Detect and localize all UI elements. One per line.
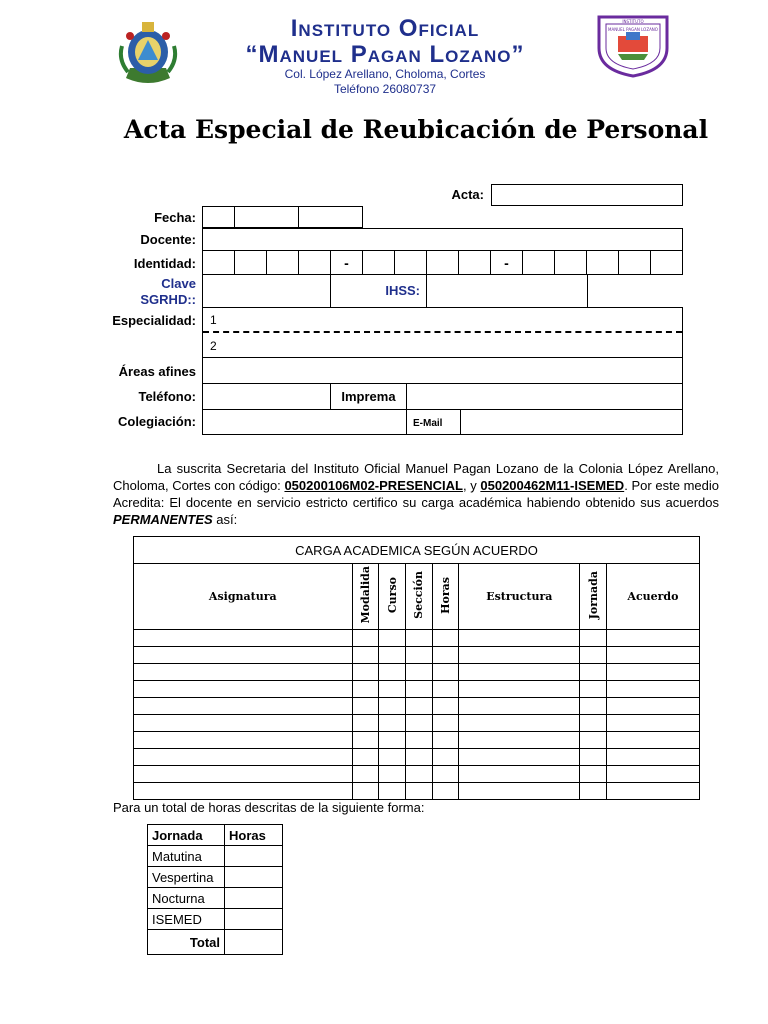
areas-afines-label: Áreas afines	[118, 364, 196, 379]
especialidad-divider	[203, 331, 682, 333]
fecha-month-field[interactable]	[234, 206, 299, 228]
areas-afines-field[interactable]	[202, 357, 683, 384]
horas-cell[interactable]	[225, 909, 283, 930]
header-seccion-text: Sección	[412, 571, 426, 619]
carga-cell[interactable]	[580, 766, 607, 783]
institute-name-line2: “Manuel Pagan Lozano”	[245, 41, 525, 68]
carga-cell[interactable]	[406, 630, 433, 647]
header-seccion	[406, 564, 433, 630]
jornada-vespertina: Vespertina	[148, 867, 225, 888]
carga-cell[interactable]	[406, 783, 433, 800]
carga-cell[interactable]	[606, 732, 699, 749]
permanentes-text: PERMANENTES	[113, 512, 213, 527]
identidad-digit[interactable]	[618, 250, 651, 275]
imprema-label: Imprema	[341, 389, 396, 404]
identidad-digit[interactable]	[266, 250, 299, 275]
header-jornada	[580, 564, 607, 630]
horas-header-horas: Horas	[225, 825, 283, 846]
carga-row	[134, 732, 700, 749]
carga-cell[interactable]	[580, 664, 607, 681]
carga-cell[interactable]	[459, 698, 580, 715]
horas-header-row	[148, 825, 283, 846]
horas-total-row	[148, 930, 283, 955]
carga-row	[134, 766, 700, 783]
horas-row	[148, 867, 283, 888]
horas-table	[147, 824, 283, 955]
carga-cell[interactable]	[134, 715, 353, 732]
carga-cell[interactable]	[406, 766, 433, 783]
ihss-label-cell	[330, 274, 427, 308]
carga-cell[interactable]	[459, 749, 580, 766]
identidad-separator	[330, 250, 363, 275]
email-label-cell	[406, 409, 461, 435]
acta-field[interactable]	[491, 184, 683, 206]
carga-cell[interactable]	[459, 766, 580, 783]
carga-cell[interactable]	[134, 647, 353, 664]
carga-cell[interactable]	[134, 766, 353, 783]
especialidad-field[interactable]	[202, 307, 683, 358]
carga-cell[interactable]	[459, 681, 580, 698]
carga-cell[interactable]	[406, 732, 433, 749]
colegiacion-label: Colegiación:	[117, 414, 196, 429]
identidad-digit[interactable]	[234, 250, 267, 275]
coat-of-arms-logo	[116, 16, 180, 86]
carga-row	[134, 715, 700, 732]
carga-cell[interactable]	[134, 630, 353, 647]
carga-cell[interactable]	[459, 715, 580, 732]
header-curso	[379, 564, 406, 630]
carga-cell[interactable]	[406, 664, 433, 681]
carga-cell[interactable]	[459, 664, 580, 681]
telefono-field[interactable]	[202, 383, 331, 410]
carga-cell[interactable]	[580, 783, 607, 800]
especialidad-line-1: 1	[210, 313, 217, 327]
carga-cell[interactable]	[432, 698, 459, 715]
carga-cell[interactable]	[580, 681, 607, 698]
jornada-nocturna: Nocturna	[148, 888, 225, 909]
colegiacion-field[interactable]	[202, 409, 407, 435]
docente-label: Docente:	[140, 232, 196, 247]
carga-cell[interactable]	[379, 783, 406, 800]
carga-cell[interactable]	[432, 647, 459, 664]
carga-cell[interactable]	[459, 783, 580, 800]
carga-cell[interactable]	[606, 647, 699, 664]
svg-text:MANUEL PAGAN LOZANO: MANUEL PAGAN LOZANO	[608, 27, 658, 32]
header-asignatura: Asignatura	[134, 564, 353, 630]
carga-cell[interactable]	[606, 715, 699, 732]
carga-cell[interactable]	[606, 783, 699, 800]
identidad-digit[interactable]	[394, 250, 427, 275]
carga-cell[interactable]	[134, 698, 353, 715]
acta-label: Acta:	[451, 187, 484, 202]
identidad-digit[interactable]	[202, 250, 235, 275]
carga-cell[interactable]	[406, 681, 433, 698]
carga-cell[interactable]	[606, 664, 699, 681]
identidad-digit[interactable]	[554, 250, 587, 275]
carga-cell[interactable]	[459, 630, 580, 647]
carga-cell[interactable]	[432, 715, 459, 732]
carga-cell[interactable]	[580, 715, 607, 732]
jornada-isemed: ISEMED	[148, 909, 225, 930]
identidad-digit[interactable]	[522, 250, 555, 275]
carga-cell[interactable]	[580, 749, 607, 766]
horas-row	[148, 846, 283, 867]
especialidad-line-2: 2	[210, 339, 217, 353]
carga-cell[interactable]	[379, 749, 406, 766]
paragraph-part3: . Por este medio Acredita: El docente en servicio estricto certifico su carga académica habiendo obtenido sus acuerdos	[113, 478, 719, 510]
institute-address: Col. López Arellano, Choloma, Cortes	[284, 67, 486, 81]
header-jornada-text: Jornada	[586, 570, 600, 620]
identidad-dash: -	[504, 255, 509, 271]
carga-row	[134, 681, 700, 698]
identidad-digit[interactable]	[458, 250, 491, 275]
document-title: Acta Especial de Reubicación de Personal	[123, 115, 709, 144]
carga-cell[interactable]	[134, 732, 353, 749]
code-isemed: 050200462M11-ISEMED	[480, 478, 625, 493]
identidad-digit[interactable]	[650, 250, 683, 275]
carga-table-body	[134, 630, 700, 800]
jornada-matutina: Matutina	[148, 846, 225, 867]
fecha-label: Fecha:	[154, 210, 196, 225]
carga-cell[interactable]	[379, 647, 406, 664]
ihss-label: IHSS:	[385, 283, 420, 298]
carga-cell[interactable]	[134, 783, 353, 800]
telefono-label: Teléfono:	[138, 389, 196, 404]
especialidad-label: Especialidad:	[112, 313, 196, 328]
horas-cell[interactable]	[225, 888, 283, 909]
certification-paragraph	[113, 460, 719, 528]
carga-row	[134, 749, 700, 766]
carga-cell[interactable]	[352, 630, 379, 647]
carga-cell[interactable]	[432, 630, 459, 647]
horas-row	[148, 888, 283, 909]
fecha-day-field[interactable]	[202, 206, 235, 228]
carga-cell[interactable]	[606, 749, 699, 766]
email-label: E-Mail	[413, 418, 443, 429]
carga-academica-table	[133, 536, 700, 800]
carga-cell[interactable]	[352, 783, 379, 800]
identidad-digit[interactable]	[426, 250, 459, 275]
carga-cell[interactable]	[606, 698, 699, 715]
header-acuerdo: Acuerdo	[606, 564, 699, 630]
carga-cell[interactable]	[459, 732, 580, 749]
carga-row	[134, 783, 700, 800]
carga-cell[interactable]	[406, 698, 433, 715]
identidad-separator	[490, 250, 523, 275]
carga-cell[interactable]	[134, 749, 353, 766]
carga-cell[interactable]	[352, 715, 379, 732]
horas-cell[interactable]	[225, 846, 283, 867]
clave-label-line1: Clave	[161, 276, 196, 291]
paragraph-part4: así:	[212, 512, 238, 527]
carga-cell[interactable]	[606, 681, 699, 698]
header-horas	[432, 564, 459, 630]
horas-row	[148, 909, 283, 930]
carga-row	[134, 664, 700, 681]
carga-cell[interactable]	[459, 647, 580, 664]
school-shield-logo	[596, 14, 670, 78]
carga-cell[interactable]	[379, 715, 406, 732]
identidad-dash: -	[344, 255, 349, 271]
carga-table-title: CARGA ACADEMICA SEGÚN ACUERDO	[134, 537, 700, 564]
carga-cell[interactable]	[352, 766, 379, 783]
carga-cell[interactable]	[352, 698, 379, 715]
carga-cell[interactable]	[379, 766, 406, 783]
carga-cell[interactable]	[406, 647, 433, 664]
carga-cell[interactable]	[379, 681, 406, 698]
carga-cell[interactable]	[580, 630, 607, 647]
identidad-digit[interactable]	[586, 250, 619, 275]
carga-cell[interactable]	[379, 664, 406, 681]
institute-phone: Teléfono 26080737	[333, 82, 437, 96]
horas-cell[interactable]	[225, 867, 283, 888]
carga-row	[134, 698, 700, 715]
carga-cell[interactable]	[432, 732, 459, 749]
carga-cell[interactable]	[580, 732, 607, 749]
clave-label-line2: SGRHD::	[140, 292, 196, 307]
identidad-field-group	[202, 250, 683, 275]
carga-cell[interactable]	[432, 783, 459, 800]
carga-cell[interactable]	[352, 681, 379, 698]
carga-cell[interactable]	[606, 630, 699, 647]
carga-cell[interactable]	[352, 732, 379, 749]
carga-cell[interactable]	[134, 681, 353, 698]
header-curso-text: Curso	[385, 576, 399, 614]
carga-cell[interactable]	[432, 749, 459, 766]
paragraph-part2: , y	[462, 478, 481, 493]
carga-cell[interactable]	[134, 664, 353, 681]
carga-cell[interactable]	[406, 715, 433, 732]
carga-cell[interactable]	[432, 664, 459, 681]
email-field[interactable]	[460, 409, 683, 435]
total-horas-text: Para un total de horas descritas de la siguiente forma:	[113, 800, 425, 815]
code-presencial: 050200106M02-PRESENCIAL	[284, 478, 463, 493]
identidad-label: Identidad:	[133, 256, 196, 271]
carga-cell[interactable]	[580, 647, 607, 664]
horas-total-label: Total	[148, 930, 225, 955]
carga-cell[interactable]	[379, 732, 406, 749]
svg-text:INSTITUTO: INSTITUTO	[622, 19, 644, 24]
imprema-field[interactable]	[406, 383, 683, 410]
carga-cell[interactable]	[379, 630, 406, 647]
carga-header-row	[134, 564, 700, 630]
imprema-label-cell	[330, 383, 407, 410]
carga-row	[134, 647, 700, 664]
header-modalida-text: Modalida	[358, 566, 372, 624]
carga-cell[interactable]	[606, 766, 699, 783]
carga-cell[interactable]	[379, 698, 406, 715]
header-modalida	[352, 564, 379, 630]
horas-header-jornada: Jornada	[148, 825, 225, 846]
header-horas-text: Horas	[439, 576, 453, 614]
fecha-year-field[interactable]	[298, 206, 363, 228]
horas-total-cell[interactable]	[225, 930, 283, 955]
institute-name-line1: Instituto Oficial	[290, 15, 480, 42]
clave-label	[100, 276, 196, 308]
identidad-digit[interactable]	[298, 250, 331, 275]
carga-cell[interactable]	[432, 681, 459, 698]
carga-cell[interactable]	[352, 647, 379, 664]
clave-field[interactable]	[202, 274, 331, 308]
carga-cell[interactable]	[406, 749, 433, 766]
carga-row	[134, 630, 700, 647]
identidad-digit[interactable]	[362, 250, 395, 275]
header-estructura: Estructura	[459, 564, 580, 630]
paragraph-part1: La suscrita Secretaria del Instituto Oficial Manuel Pagan Lozano de la Colonia López Arellano, Choloma, Cortes con código:	[113, 461, 719, 493]
carga-cell[interactable]	[352, 749, 379, 766]
carga-cell[interactable]	[352, 664, 379, 681]
docente-field[interactable]	[202, 228, 683, 251]
carga-cell[interactable]	[432, 766, 459, 783]
ihss-field[interactable]	[426, 274, 588, 308]
carga-cell[interactable]	[580, 698, 607, 715]
